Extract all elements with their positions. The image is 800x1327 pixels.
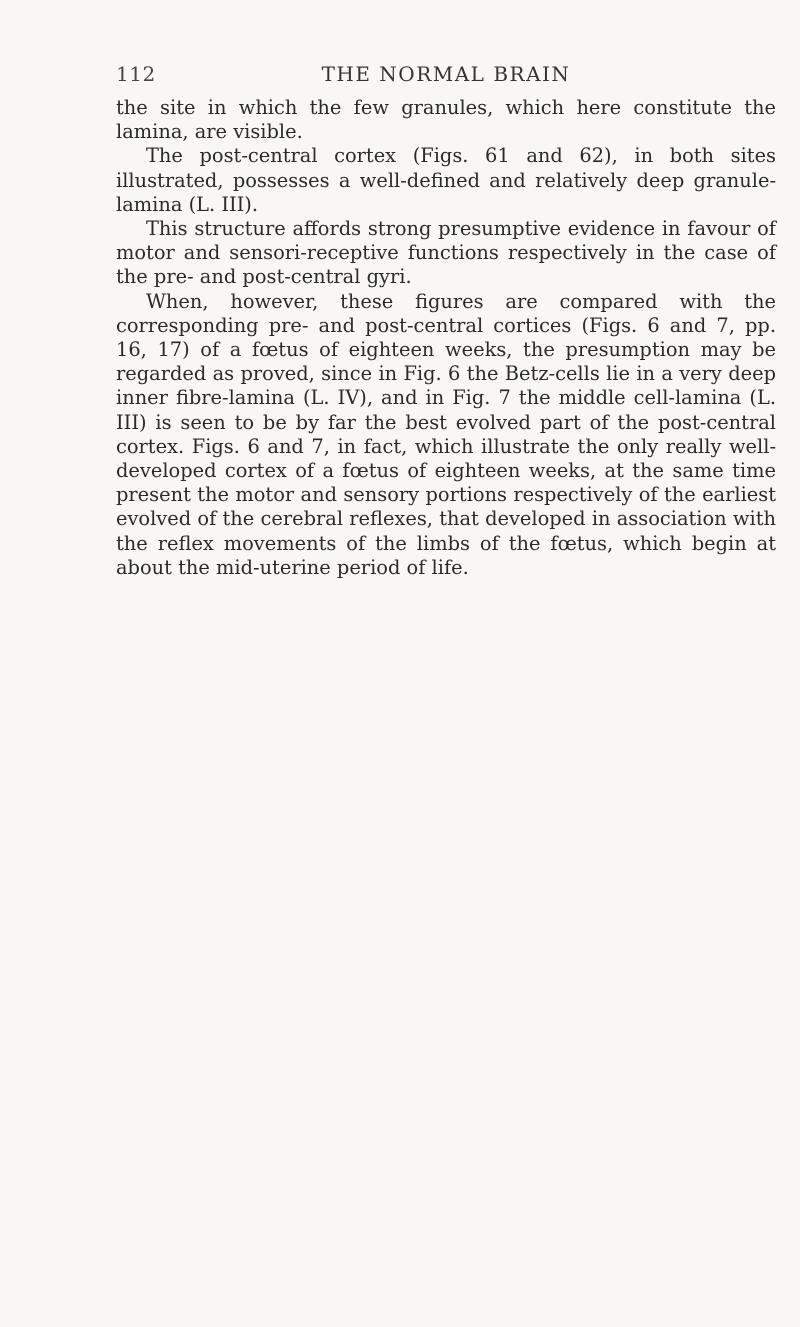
page-number: 112 bbox=[116, 62, 156, 86]
paragraph-foetus-comparison: When, however, these figures are compared with the corresponding pre- and post-central cortices (Figs. 6 and 7, pp. 16, 17) of a fœtus of eighteen weeks, the presumption may be regarded as proved, since in Fig. 6 the Betz-cells lie in a very deep inner fibre-lamina (L. IV), and in Fig. 7 the middle cell-lamina (L. III) is seen to be by far the best evolved part of the post-central cortex. Figs. 6 and 7, in fact, which illustrate the only really well-developed cortex of a fœtus of eighteen weeks, at the same time present the motor and sensory portions respectively of the earliest evolved of the cerebral reflexes, that developed in association with the reflex movements of the limbs of the fœtus, which begin at about the mid-uterine period of life. bbox=[116, 289, 776, 579]
running-title: THE NORMAL BRAIN bbox=[321, 62, 571, 86]
paragraph-presumptive-evidence: This structure affords strong presumptive evidence in favour of motor and sensori-receptive functions respectively in the case of the pre- and post-central gyri. bbox=[116, 217, 776, 289]
paragraph-continuation: the site in which the few granules, which here constitute the lamina, are visible. bbox=[116, 96, 776, 144]
paragraph-post-central-cortex: The post-central cortex (Figs. 61 and 62), in both sites illustrated, possesses a well-defined and relatively deep granule-lamina (L. III). bbox=[116, 144, 776, 216]
body-text bbox=[116, 96, 776, 580]
running-head bbox=[116, 62, 776, 94]
